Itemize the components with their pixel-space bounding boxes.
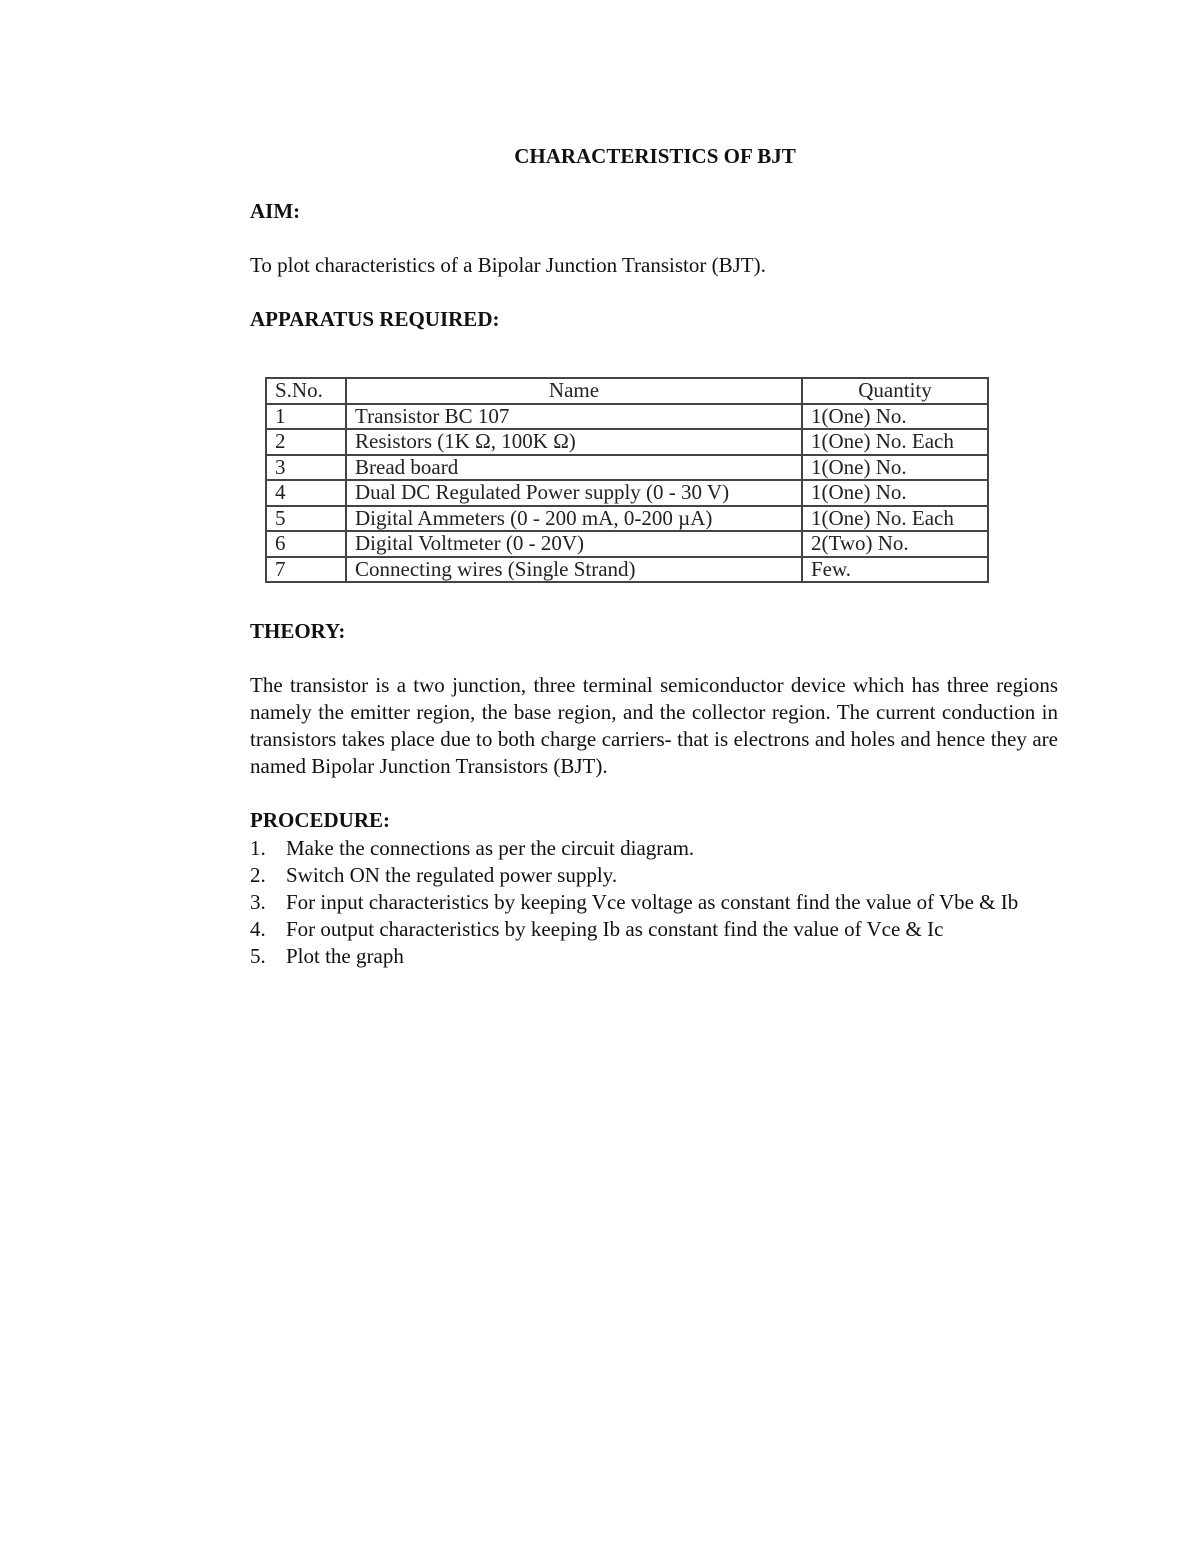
cell-quantity: 1(One) No.: [802, 404, 988, 430]
cell-name: Resistors (1K Ω, 100K Ω): [346, 429, 802, 455]
cell-quantity: Few.: [802, 557, 988, 583]
cell-sno: 7: [266, 557, 346, 583]
procedure-step: [250, 862, 1058, 889]
cell-name: Transistor BC 107: [346, 404, 802, 430]
table-row: [266, 531, 988, 557]
step-text: Make the connections as per the circuit diagram.: [286, 836, 695, 860]
procedure-step: [250, 889, 1058, 916]
cell-name: Connecting wires (Single Strand): [346, 557, 802, 583]
cell-sno: 5: [266, 506, 346, 532]
theory-paragraph: The transistor is a two junction, three terminal semiconductor device which has three regions namely the emitter region, the base region, and the collector region. The current conduction in transistors takes place due to both charge carriers- that is electrons and holes and hence they are named Bipolar Junction Transistors (BJT).: [250, 673, 1058, 778]
header-name: Name: [346, 378, 802, 404]
table-row: [266, 455, 988, 481]
header-quantity: Quantity: [802, 378, 988, 404]
step-text: Switch ON the regulated power supply.: [286, 863, 618, 887]
table-row: [266, 404, 988, 430]
cell-quantity: 2(Two) No.: [802, 531, 988, 557]
procedure-heading: PROCEDURE:: [250, 808, 390, 832]
apparatus-table: [265, 377, 989, 583]
page-title: CHARACTERISTICS OF BJT: [514, 144, 796, 168]
cell-sno: 3: [266, 455, 346, 481]
cell-quantity: 1(One) No.: [802, 455, 988, 481]
table-row: [266, 480, 988, 506]
procedure-step: [250, 835, 1058, 862]
step-number: 3.: [250, 890, 266, 914]
step-number: 4.: [250, 917, 266, 941]
step-text: For output characteristics by keeping Ib as constant find the value of Vce & Ic: [286, 917, 944, 941]
table-header-row: [266, 378, 988, 404]
cell-sno: 2: [266, 429, 346, 455]
cell-name: Digital Voltmeter (0 - 20V): [346, 531, 802, 557]
aim-text: To plot characteristics of a Bipolar Junction Transistor (BJT).: [250, 253, 766, 277]
cell-quantity: 1(One) No.: [802, 480, 988, 506]
cell-name: Dual DC Regulated Power supply (0 - 30 V): [346, 480, 802, 506]
step-number: 2.: [250, 863, 266, 887]
procedure-step: [250, 916, 1058, 943]
aim-heading: AIM:: [250, 199, 301, 223]
step-text: For input characteristics by keeping Vce voltage as constant find the value of Vbe & Ib: [286, 890, 1019, 914]
cell-quantity: 1(One) No. Each: [802, 506, 988, 532]
procedure-list: [250, 835, 1058, 970]
table-row: [266, 557, 988, 583]
header-sno: S.No.: [266, 378, 346, 404]
step-text: Plot the graph: [286, 944, 404, 968]
cell-name: Digital Ammeters (0 - 200 mA, 0-200 µA): [346, 506, 802, 532]
theory-heading: THEORY:: [250, 619, 346, 643]
cell-sno: 6: [266, 531, 346, 557]
apparatus-heading: APPARATUS REQUIRED:: [250, 307, 500, 331]
table-row: [266, 506, 988, 532]
table-row: [266, 429, 988, 455]
cell-sno: 4: [266, 480, 346, 506]
cell-sno: 1: [266, 404, 346, 430]
step-number: 1.: [250, 836, 266, 860]
procedure-step: [250, 943, 1058, 970]
cell-quantity: 1(One) No. Each: [802, 429, 988, 455]
cell-name: Bread board: [346, 455, 802, 481]
step-number: 5.: [250, 944, 266, 968]
